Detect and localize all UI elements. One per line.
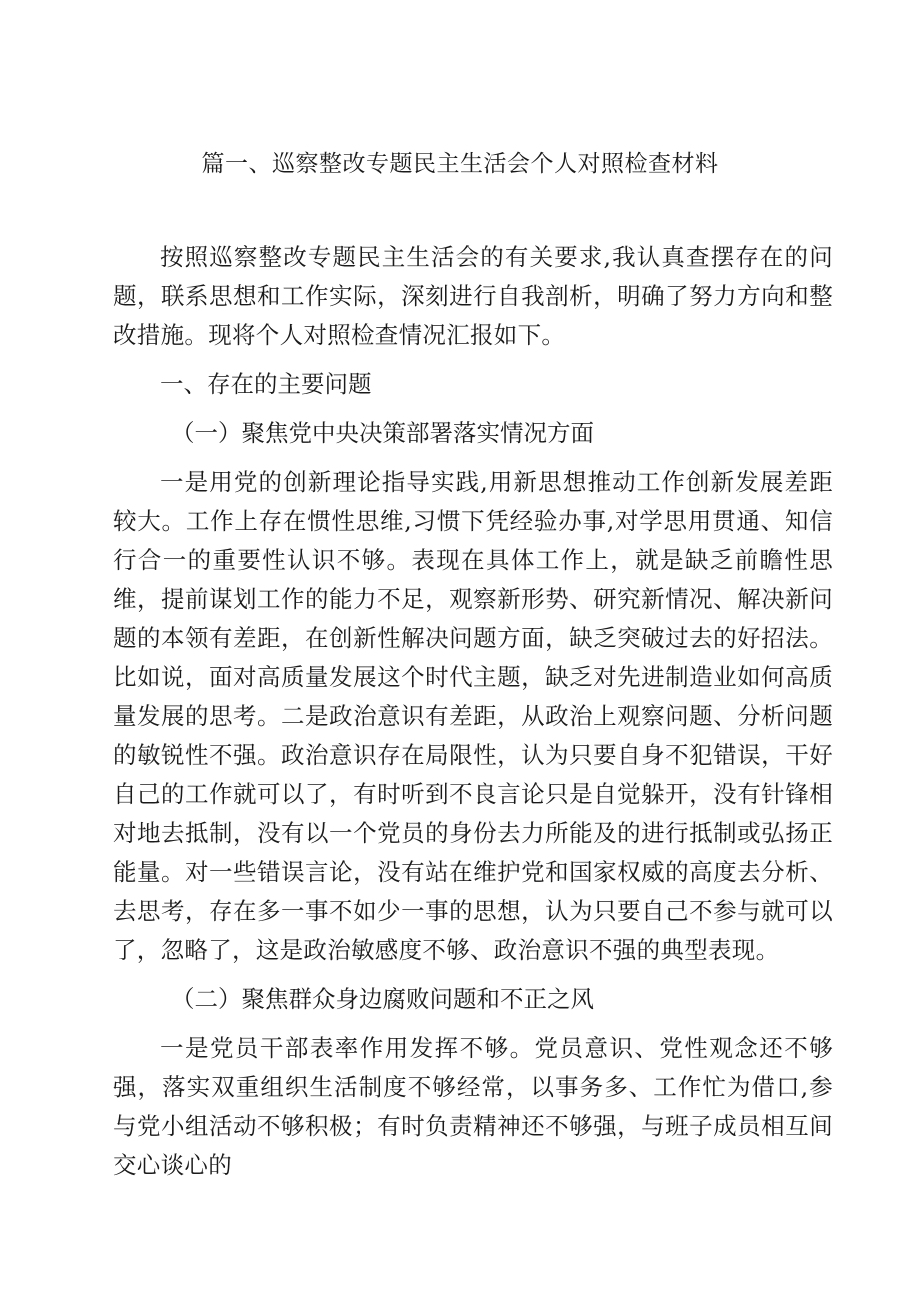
subsection-heading-2: （二）聚焦群众身边腐败问题和不正之风	[171, 985, 594, 1013]
intro-paragraph: 按照巡察整改专题民主生活会的有关要求,我认真查摆存在的问题，联系思想和工作实际，深刻进行自我剖析，明确了努力方向和整改措施。现将个人对照检查情况汇报如下。	[113, 243, 833, 349]
subsection-1-paragraph: 一是用党的创新理论指导实践,用新思想推动工作创新发展差距较大。工作上存在惯性思维,习惯下凭经验办事,对学思用贯通、知信行合一的重要性认识不够。表现在具体工作上，就是缺乏前瞻性思维，提前谋划工作的能力不足，观察新形势、研究新情况、解决新问题的本领有差距，在创新性解决问题方面，缺乏突破过去的好招法。比如说，面对高质量发展这个时代主题，缺乏对先进制造业如何高质量发展的思考。二是政治意识有差距，从政治上观察问题、分析问题的敏锐性不强。政治意识存在局限性，认为只要自身不犯错误，干好自己的工作就可以了，有时听到不良言论只是自觉躲开，没有针锋相对地去抵制，没有以一个党员的身份去力所能及的进行抵制或弘扬正能量。对一些错误言论，没有站在维护党和国家权威的高度去分析、去思考，存在多一事不如少一事的思想，认为只要自己不参与就可以了，忽略了，这是政治敏感度不够、政治意识不强的典型表现。	[113, 468, 833, 964]
subsection-heading-1: （一）聚焦党中央决策部署落实情况方面	[171, 419, 594, 447]
document-body	[113, 238, 833, 1185]
section-heading-problems: 一、存在的主要问题	[160, 370, 372, 398]
document-title: 篇一、巡察整改专题民主生活会个人对照检查材料	[201, 151, 719, 177]
subsection-2-paragraph: 一是党员干部表率作用发挥不够。党员意识、党性观念还不够强，落实双重组织生活制度不够经常，以事务多、工作忙为借口,参与党小组活动不够积极；有时负责精神还不够强，与班子成员相互间交心谈心的	[113, 1034, 833, 1179]
